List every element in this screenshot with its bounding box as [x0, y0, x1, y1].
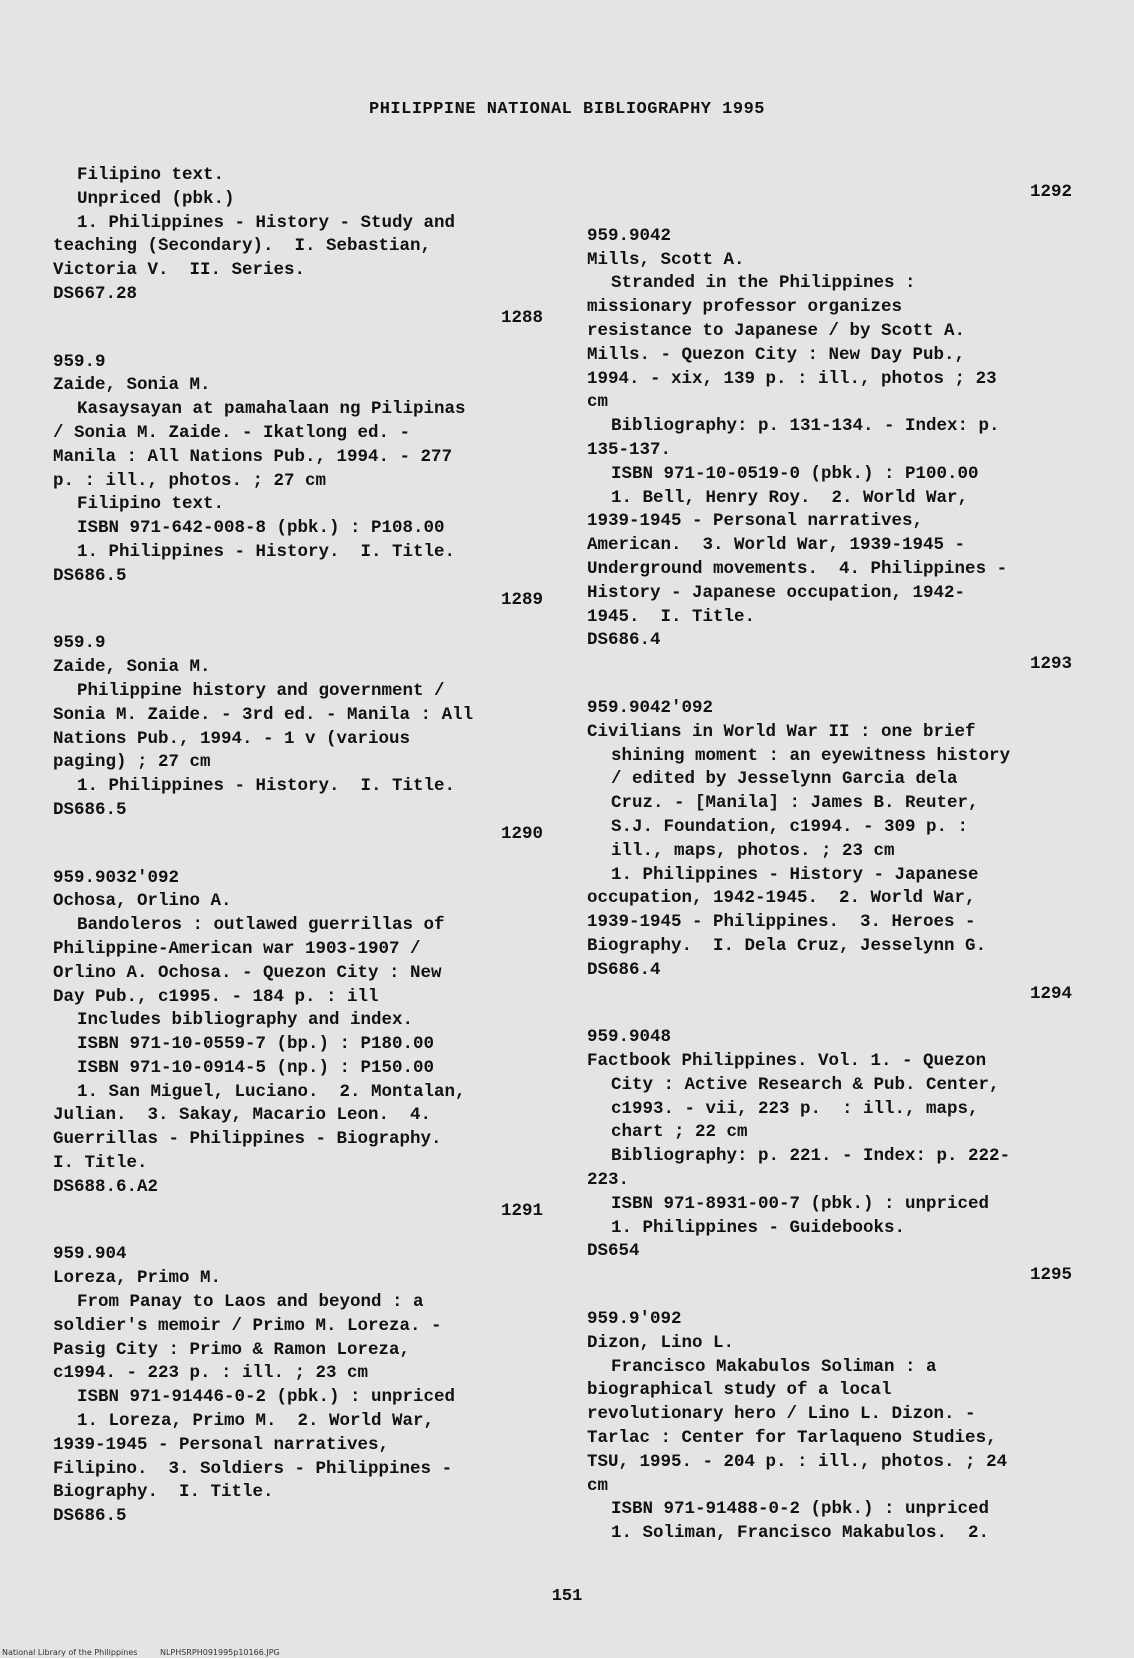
right-column	[587, 181, 1072, 1546]
entry-line: Factbook Philippines. Vol. 1. - Quezon	[587, 1051, 987, 1072]
entry-line: 1. Philippines - History. I. Title.	[77, 541, 456, 562]
entry-line: Biography. I. Dela Cruz, Jesselynn G.	[587, 935, 987, 956]
entry-line: Mills. - Quezon City : New Day Pub.,	[587, 344, 966, 365]
entry-line: ISBN 971-10-0559-7 (bp.) : P180.00	[77, 1034, 435, 1055]
entry-line: missionary professor organizes	[587, 297, 903, 318]
entry-number: 1288	[500, 307, 543, 328]
entry-number: 1291	[500, 1200, 543, 1221]
entry-line: 1. Philippines - Guidebooks.	[611, 1217, 906, 1238]
entry-line: teaching (Secondary). I. Sebastian,	[53, 236, 432, 257]
entry-line: 959.9042	[587, 225, 672, 246]
entry-line: Filipino text.	[77, 494, 225, 515]
entry-line: Day Pub., c1995. - 184 p. : ill	[53, 986, 379, 1007]
entry-line: Philippine history and government /	[77, 680, 445, 701]
entry-line: 223.	[587, 1170, 630, 1191]
scan-credit	[2, 1648, 300, 1657]
credit-file: NLPHSRPH091995p10166.JPG	[159, 1648, 280, 1657]
entry-line: 1. Philippines - History - Study and	[77, 212, 456, 233]
page-header: PHILIPPINE NATIONAL BIBLIOGRAPHY 1995	[369, 100, 765, 119]
entry-line: Philippine-American war 1903-1907 /	[53, 938, 421, 959]
entry-number: 1290	[500, 823, 543, 844]
entry-line: ISBN 971-91488-0-2 (pbk.) : unpriced	[611, 1499, 990, 1520]
entry-number: 1295	[1029, 1265, 1072, 1286]
entry-line: Bibliography: p. 221. - Index: p. 222-	[611, 1146, 1011, 1167]
entry-line: Filipino text.	[77, 165, 225, 185]
entry-line: ISBN 971-91446-0-2 (pbk.) : unpriced	[77, 1387, 456, 1408]
entry-line: Underground movements. 4. Philippines -	[587, 558, 1008, 579]
entry-line: 1939-1945 - Personal narratives,	[587, 511, 924, 532]
entry-line: DS688.6.A2	[53, 1176, 159, 1197]
entry-line: 959.9	[53, 633, 106, 654]
entry-line: Loreza, Primo M.	[53, 1268, 222, 1289]
entry-line: American. 3. World War, 1939-1945 -	[587, 535, 966, 556]
entry-line: shining moment : an eyewitness history	[611, 745, 1011, 766]
entry-line: 959.9'092	[587, 1309, 682, 1330]
entry-line: S.J. Foundation, c1994. - 309 p. :	[611, 816, 969, 837]
entry-line: ISBN 971-8931-00-7 (pbk.) : unpriced	[611, 1193, 990, 1214]
entry-gap	[587, 205, 1072, 225]
entry-line: / Sonia M. Zaide. - Ikatlong ed. -	[53, 422, 411, 443]
entry-line: Civilians in World War II : one brief	[587, 721, 976, 742]
entry-line: 1. Bell, Henry Roy. 2. World War,	[611, 487, 969, 508]
entry-line: 1939-1945 - Personal narratives,	[53, 1434, 390, 1455]
entry-line: Tarlac : Center for Tarlaqueno Studies,	[587, 1428, 997, 1449]
entry-line: 1. Soliman, Francisco Makabulos. 2.	[611, 1523, 990, 1544]
entry-gap	[53, 847, 543, 867]
entry-line: Orlino A. Ochosa. - Quezon City : New	[53, 962, 442, 983]
entry-line: 1. Philippines - History - Japanese	[611, 864, 979, 885]
entry-gap	[53, 331, 543, 351]
entry-line: Bandoleros : outlawed guerrillas of	[77, 915, 445, 936]
entry-line: DS654	[587, 1241, 640, 1262]
entry-line: Includes bibliography and index.	[77, 1010, 414, 1031]
entry-gap	[587, 1006, 1072, 1026]
entry-line: Pasig City : Primo & Ramon Loreza,	[53, 1339, 411, 1360]
entry-gap	[53, 1223, 543, 1243]
entry-line: 1994. - xix, 139 p. : ill., photos ; 23	[587, 368, 997, 389]
entry-line: Nations Pub., 1994. - 1 v (various	[53, 728, 411, 749]
entry-line: Kasaysayan at pamahalaan ng Pilipinas	[77, 399, 466, 420]
entry-line: ISBN 971-10-0914-5 (np.) : P150.00	[77, 1057, 435, 1078]
entry-line: 1939-1945 - Philippines. 3. Heroes -	[587, 912, 976, 933]
entry-line: I. Title.	[53, 1153, 148, 1174]
entry-line: chart ; 22 cm	[611, 1122, 748, 1143]
entry-line: TSU, 1995. - 204 p. : ill., photos. ; 24	[587, 1451, 1008, 1472]
entry-line: 959.9048	[587, 1027, 672, 1048]
entry-number: 1294	[1029, 983, 1072, 1004]
entry-line: 1. San Miguel, Luciano. 2. Montalan,	[77, 1081, 466, 1102]
entry-line: Guerrillas - Philippines - Biography.	[53, 1129, 442, 1150]
entry-line: DS686.5	[53, 1506, 127, 1527]
entry-number: 1293	[1029, 654, 1072, 675]
entry-line: Manila : All Nations Pub., 1994. - 277	[53, 446, 453, 467]
entry-line: 959.9042'092	[587, 697, 714, 718]
entry-line: soldier's memoir / Primo M. Loreza. -	[53, 1315, 442, 1336]
entry-line: Stranded in the Philippines :	[611, 273, 916, 294]
entry-line: From Panay to Laos and beyond : a	[77, 1292, 424, 1313]
entry-line: Victoria V. II. Series.	[53, 260, 306, 281]
entry-line: revolutionary hero / Lino L. Dizon. -	[587, 1404, 976, 1425]
entry-line: 135-137.	[587, 439, 672, 460]
entry-line: / edited by Jesselynn Garcia dela	[611, 769, 958, 790]
page-number: 151	[551, 1587, 583, 1606]
entry-line: c1993. - vii, 223 p. : ill., maps,	[611, 1098, 979, 1119]
entry-line: DS686.5	[53, 799, 127, 820]
entry-line: biographical study of a local	[587, 1380, 892, 1401]
entry-line: paging) ; 27 cm	[53, 752, 211, 773]
entry-line: DS686.5	[53, 565, 127, 586]
entry-gap	[53, 612, 543, 632]
entry-line: Filipino. 3. Soldiers - Philippines -	[53, 1458, 453, 1479]
entry-line: Biography. I. Title.	[53, 1482, 274, 1503]
entry-line: occupation, 1942-1945. 2. World War,	[587, 888, 976, 909]
entry-line: 959.9	[53, 351, 106, 372]
entry-line: Cruz. - [Manila] : James B. Reuter,	[611, 793, 979, 814]
entry-line: 959.904	[53, 1244, 127, 1265]
entry-line: ill., maps, photos. ; 23 cm	[611, 840, 895, 861]
entry-line: Sonia M. Zaide. - 3rd ed. - Manila : All	[53, 704, 474, 725]
entry-line: DS667.28	[53, 283, 138, 304]
entry-line: Julian. 3. Sakay, Macario Leon. 4.	[53, 1105, 432, 1126]
entry-line: ISBN 971-642-008-8 (pbk.) : P108.00	[77, 518, 445, 539]
entry-line: DS686.4	[587, 959, 661, 980]
entry-line: Unpriced (pbk.)	[77, 188, 235, 209]
left-column	[53, 164, 543, 1529]
entry-line: c1994. - 223 p. : ill. ; 23 cm	[53, 1363, 369, 1384]
entry-line: 1945. I. Title.	[587, 606, 756, 627]
entry-line: Francisco Makabulos Soliman : a	[611, 1356, 937, 1377]
entry-line: Mills, Scott A.	[587, 249, 745, 270]
entry-line: 959.9032'092	[53, 867, 180, 888]
entry-line: cm	[587, 1475, 609, 1496]
entry-gap	[587, 677, 1072, 697]
entry-line: cm	[587, 392, 609, 413]
entry-line: 1. Loreza, Primo M. 2. World War,	[77, 1411, 435, 1432]
entry-line: ISBN 971-10-0519-0 (pbk.) : P100.00	[611, 463, 979, 484]
entry-line: Bibliography: p. 131-134. - Index: p.	[611, 416, 1000, 437]
entry-line: 1. Philippines - History. I. Title.	[77, 776, 456, 797]
entry-line: Zaide, Sonia M.	[53, 375, 211, 396]
entry-line: Zaide, Sonia M.	[53, 657, 211, 678]
entry-gap	[587, 1288, 1072, 1308]
entry-line: City : Active Research & Pub. Center,	[611, 1074, 1000, 1095]
entry-line: p. : ill., photos. ; 27 cm	[53, 470, 327, 491]
credit-library: National Library of the Philippines	[2, 1648, 138, 1657]
entry-line: History - Japanese occupation, 1942-	[587, 582, 966, 603]
entry-line: Dizon, Lino L.	[587, 1332, 735, 1353]
entry-line: Ochosa, Orlino A.	[53, 891, 232, 912]
entry-number: 1289	[500, 589, 543, 610]
entry-number: 1292	[1029, 182, 1072, 202]
entry-line: DS686.4	[587, 630, 661, 651]
entry-line: resistance to Japanese / by Scott A.	[587, 320, 966, 341]
